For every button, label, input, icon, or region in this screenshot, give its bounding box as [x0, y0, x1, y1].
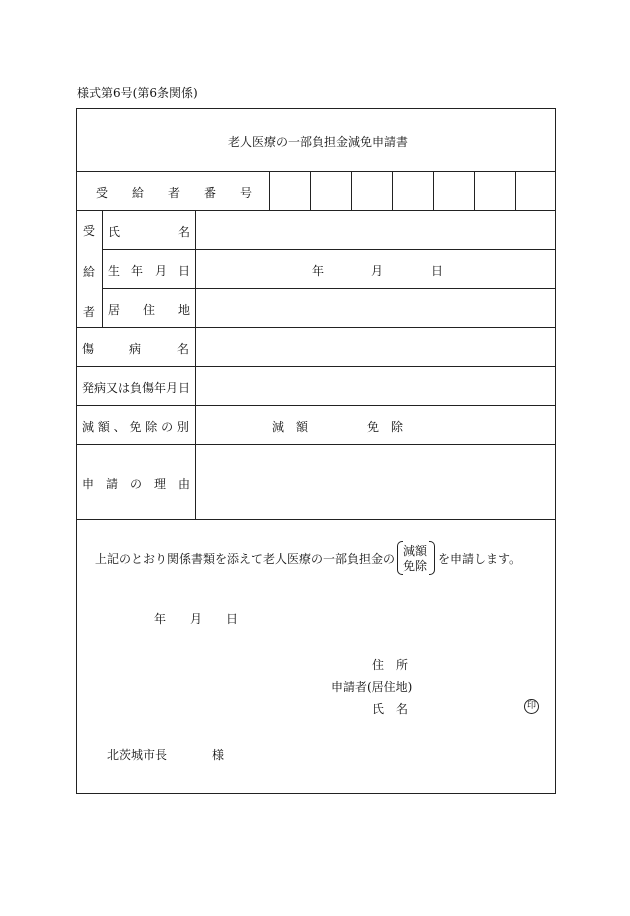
column-divider [474, 171, 475, 210]
recipient-side-label-1: 受 [83, 224, 96, 238]
application-year: 年 [154, 612, 167, 626]
applicant-name-label: 氏 名 [372, 702, 409, 716]
column-divider [102, 210, 103, 327]
column-divider [310, 171, 311, 210]
column-divider [351, 171, 352, 210]
reduction-option: 減 額 [272, 420, 309, 434]
form-title: 老人医療の一部負担金減免申請書 [228, 135, 409, 149]
choice-reduction: 減額 [403, 544, 428, 558]
application-month: 月 [190, 612, 203, 626]
exemption-option: 免 除 [367, 420, 404, 434]
birthdate-year: 年 [312, 264, 325, 278]
row-divider [76, 366, 556, 367]
address-label-part: 地 [178, 303, 191, 317]
row-divider [76, 519, 556, 520]
name-label-part: 氏 [108, 225, 121, 239]
reason-label: 申 請 の 理 由 [82, 477, 191, 491]
birthdate-label-part: 月 [155, 264, 168, 278]
address-label-part: 居 [108, 303, 121, 317]
choice-bracket [397, 541, 435, 573]
onset-date-label: 発病又は負傷年月日 [82, 381, 191, 395]
illness-label-part: 病 [129, 342, 142, 356]
applicant-label: 申請者(居住地) [331, 680, 413, 694]
birthdate-label-part: 年 [131, 264, 144, 278]
column-divider [515, 171, 516, 210]
row-divider [76, 444, 556, 445]
form-number-label: 様式第6号(第6条関係) [77, 86, 198, 100]
application-day: 日 [226, 612, 239, 626]
birthdate-month: 月 [371, 264, 384, 278]
row-divider [102, 288, 556, 289]
row-divider [102, 249, 556, 250]
column-divider [195, 210, 196, 519]
addressee: 北茨城市長 [107, 748, 168, 762]
recipient-number-label: 受 給 者 番 号 [96, 186, 253, 200]
declaration-text-end: を申請します。 [438, 552, 522, 566]
column-divider [392, 171, 393, 210]
illness-label-part: 名 [177, 342, 190, 356]
bracket-right [429, 541, 435, 575]
choice-exemption: 免除 [403, 559, 428, 573]
row-divider [76, 210, 556, 211]
birthdate-label-part: 生 [108, 264, 121, 278]
column-divider [269, 171, 270, 210]
applicant-address-label: 住 所 [372, 658, 409, 672]
address-label-part: 住 [143, 303, 156, 317]
row-divider [76, 327, 556, 328]
birthdate-day: 日 [431, 264, 444, 278]
honorific: 様 [212, 748, 225, 762]
birthdate-label-part: 日 [178, 264, 191, 278]
row-divider [76, 405, 556, 406]
recipient-side-label-2: 給 [83, 265, 96, 279]
seal-mark: 印 [524, 699, 539, 714]
declaration-text: 上記のとおり関係書類を添えて老人医療の一部負担金の [95, 552, 396, 566]
column-divider [433, 171, 434, 210]
illness-label-part: 傷 [82, 342, 95, 356]
reduction-type-label: 減 額 、 免 除 の 別 [82, 420, 189, 434]
recipient-side-label-3: 者 [83, 305, 96, 319]
row-divider [76, 171, 556, 172]
name-label-part: 名 [178, 225, 191, 239]
